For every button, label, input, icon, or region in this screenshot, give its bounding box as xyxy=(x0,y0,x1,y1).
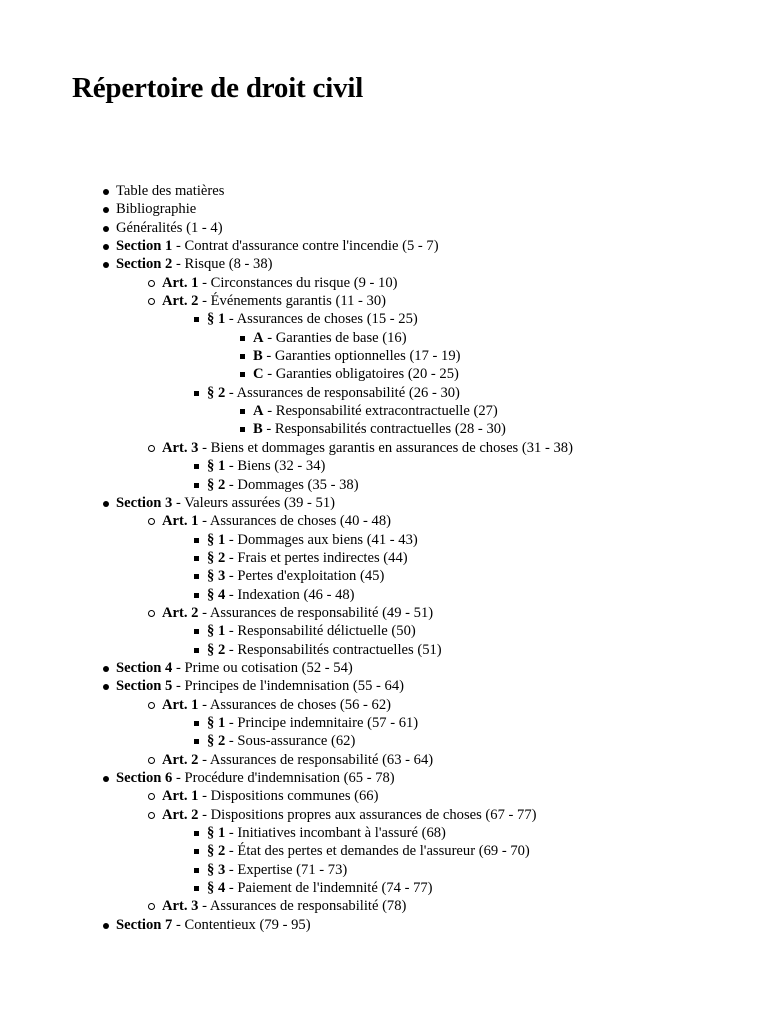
toc-item-text: - Sous-assurance (62) xyxy=(225,733,356,750)
toc-item-text: - Contrat d'assurance contre l'incendie (5 - 7) xyxy=(172,238,439,255)
toc-item-text: - Contentieux (79 - 95) xyxy=(172,916,311,933)
toc-item-text: - Principes de l'indemnisation (55 - 64) xyxy=(172,678,404,695)
toc-item-label: Art. 1 xyxy=(162,788,199,805)
toc-item-label: § 1 xyxy=(207,714,226,731)
toc-item-text: - Paiement de l'indemnité (74 - 77) xyxy=(225,880,433,897)
page-title: Répertoire de droit civil xyxy=(72,72,364,104)
toc-item-text: - Garanties obligatoires (20 - 25) xyxy=(263,366,459,383)
square-bullet-icon xyxy=(194,886,199,891)
toc-item[interactable] xyxy=(72,420,752,438)
toc-item-text: - Initiatives incombant à l'assuré (68) xyxy=(225,825,446,842)
square-bullet-icon xyxy=(240,354,245,359)
toc-item[interactable] xyxy=(72,659,752,677)
toc-item-label: § 1 xyxy=(207,311,226,328)
toc-item[interactable] xyxy=(72,696,752,714)
toc-item-label: § 2 xyxy=(207,641,226,658)
toc-item-label: § 1 xyxy=(207,825,226,842)
toc-item-label: § 3 xyxy=(207,568,226,585)
toc-item[interactable] xyxy=(72,622,752,640)
toc-item[interactable] xyxy=(72,384,752,402)
toc-item-text: - Responsabilités contractuelles (51) xyxy=(225,641,442,658)
toc-item-label: Section 5 xyxy=(116,678,173,695)
toc-item-label: Art. 2 xyxy=(162,604,199,621)
square-bullet-icon xyxy=(194,391,199,396)
toc-item[interactable] xyxy=(72,732,752,750)
toc-item[interactable] xyxy=(72,531,752,549)
toc-item-label: Section 7 xyxy=(116,916,173,933)
disc-bullet-icon xyxy=(103,189,109,195)
disc-bullet-icon xyxy=(103,684,109,690)
square-bullet-icon xyxy=(194,739,199,744)
toc-item-text: Table des matières xyxy=(116,183,225,199)
toc-item-label: B xyxy=(253,348,263,365)
toc-item-text: - Assurances de responsabilité (63 - 64) xyxy=(198,751,434,768)
toc-item[interactable] xyxy=(72,255,752,273)
toc-item[interactable] xyxy=(72,861,752,879)
toc-item-text: - Assurances de responsabilité (49 - 51) xyxy=(198,604,434,621)
toc-item[interactable] xyxy=(72,549,752,567)
circle-bullet-icon xyxy=(148,702,155,709)
toc-item-label: Section 1 xyxy=(116,238,173,255)
toc-item-text: Bibliographie xyxy=(116,201,197,218)
toc-item[interactable] xyxy=(72,200,752,218)
toc-item[interactable] xyxy=(72,512,752,530)
table-of-contents xyxy=(72,182,752,934)
toc-item-label: § 2 xyxy=(207,549,226,566)
circle-bullet-icon xyxy=(148,903,155,910)
toc-item-text: - Valeurs assurées (39 - 51) xyxy=(172,494,336,511)
circle-bullet-icon xyxy=(148,445,155,452)
toc-item-text: Généralités (1 - 4) xyxy=(116,219,223,236)
toc-item-text: - Assurances de responsabilité (26 - 30) xyxy=(225,384,460,401)
circle-bullet-icon xyxy=(148,757,155,764)
toc-item[interactable] xyxy=(72,769,752,787)
toc-item[interactable] xyxy=(72,494,752,512)
toc-item-label: C xyxy=(253,366,264,383)
toc-item-text: - Garanties optionnelles (17 - 19) xyxy=(262,348,461,365)
toc-item-text: - Assurances de choses (40 - 48) xyxy=(198,513,391,530)
toc-item-label: § 1 xyxy=(207,623,226,640)
circle-bullet-icon xyxy=(148,812,155,819)
toc-item[interactable] xyxy=(72,641,752,659)
toc-item-label: Art. 1 xyxy=(162,274,199,291)
toc-item-label: Art. 3 xyxy=(162,439,199,456)
disc-bullet-icon xyxy=(103,776,109,782)
circle-bullet-icon xyxy=(148,610,155,617)
toc-item-text: - Garanties de base (16) xyxy=(263,329,407,346)
square-bullet-icon xyxy=(194,831,199,836)
toc-item-label: Section 2 xyxy=(116,256,173,273)
toc-item[interactable] xyxy=(72,310,752,328)
toc-item[interactable] xyxy=(72,347,752,365)
toc-item-text: - Responsabilités contractuelles (28 - 30) xyxy=(262,421,506,438)
toc-item-text: - Frais et pertes indirectes (44) xyxy=(225,549,408,566)
toc-item-label: Art. 1 xyxy=(162,696,199,713)
toc-item-label: § 2 xyxy=(207,476,226,493)
toc-item[interactable] xyxy=(72,677,752,695)
square-bullet-icon xyxy=(194,648,199,653)
toc-item[interactable] xyxy=(72,365,752,383)
toc-item[interactable] xyxy=(72,439,752,457)
toc-item[interactable] xyxy=(72,274,752,292)
toc-item[interactable] xyxy=(72,806,752,824)
toc-item-text: - Assurances de responsabilité (78) xyxy=(198,898,407,915)
toc-item[interactable] xyxy=(72,751,752,769)
toc-item-text: - Dommages (35 - 38) xyxy=(225,476,359,493)
toc-item[interactable] xyxy=(72,824,752,842)
disc-bullet-icon xyxy=(103,262,109,268)
disc-bullet-icon xyxy=(103,207,109,213)
toc-item[interactable] xyxy=(72,567,752,585)
square-bullet-icon xyxy=(240,372,245,377)
square-bullet-icon xyxy=(240,409,245,414)
square-bullet-icon xyxy=(240,427,245,432)
circle-bullet-icon xyxy=(148,298,155,305)
square-bullet-icon xyxy=(194,629,199,634)
toc-item-label: § 1 xyxy=(207,458,226,475)
toc-item-text: - Prime ou cotisation (52 - 54) xyxy=(172,659,353,676)
toc-item-label: Art. 3 xyxy=(162,898,199,915)
toc-item-label: § 4 xyxy=(207,586,226,603)
square-bullet-icon xyxy=(194,721,199,726)
toc-item-label: Section 6 xyxy=(116,770,173,786)
square-bullet-icon xyxy=(194,556,199,561)
toc-item[interactable] xyxy=(72,219,752,237)
square-bullet-icon xyxy=(194,593,199,598)
toc-item[interactable] xyxy=(72,329,752,347)
toc-item-text: - Biens et dommages garantis en assurances de choses (31 - 38) xyxy=(198,439,573,456)
circle-bullet-icon xyxy=(148,793,155,800)
disc-bullet-icon xyxy=(103,226,109,232)
square-bullet-icon xyxy=(194,483,199,488)
toc-item-label: § 2 xyxy=(207,733,226,750)
toc-item[interactable] xyxy=(72,842,752,860)
toc-item[interactable] xyxy=(72,586,752,604)
toc-item-text: - Pertes d'exploitation (45) xyxy=(225,568,385,585)
disc-bullet-icon xyxy=(103,666,109,672)
toc-item-label: § 2 xyxy=(207,384,226,401)
toc-item-label: Section 3 xyxy=(116,494,173,511)
toc-item-text: - Dispositions communes (66) xyxy=(198,788,379,805)
toc-item-text: - État des pertes et demandes de l'assureur (69 - 70) xyxy=(225,843,530,860)
toc-item-text: - Responsabilité délictuelle (50) xyxy=(225,623,416,640)
square-bullet-icon xyxy=(194,849,199,854)
toc-item-text: - Indexation (46 - 48) xyxy=(225,586,355,603)
toc-item-label: Art. 1 xyxy=(162,513,199,530)
square-bullet-icon xyxy=(240,336,245,341)
toc-item-label: Art. 2 xyxy=(162,806,199,823)
toc-item-label: Section 4 xyxy=(116,659,173,676)
toc-item-text: - Procédure d'indemnisation (65 - 78) xyxy=(172,770,395,786)
toc-item-label: § 1 xyxy=(207,531,226,548)
circle-bullet-icon xyxy=(148,518,155,525)
toc-item-text: - Risque (8 - 38) xyxy=(172,256,273,273)
toc-item-label: Art. 2 xyxy=(162,751,199,768)
toc-item[interactable] xyxy=(72,476,752,494)
toc-item-text: - Événements garantis (11 - 30) xyxy=(198,293,386,310)
toc-item-label: Art. 2 xyxy=(162,293,199,310)
toc-item-label: A xyxy=(253,403,264,420)
toc-item-label: § 3 xyxy=(207,861,226,878)
toc-item[interactable] xyxy=(72,457,752,475)
toc-item-label: § 4 xyxy=(207,880,226,897)
toc-item-text: - Expertise (71 - 73) xyxy=(225,861,348,878)
toc-item-text: - Biens (32 - 34) xyxy=(225,458,326,475)
toc-item-text: - Responsabilité extracontractuelle (27) xyxy=(263,403,498,420)
toc-item[interactable] xyxy=(72,402,752,420)
toc-item-text: - Assurances de choses (15 - 25) xyxy=(225,311,418,328)
toc-item[interactable] xyxy=(72,604,752,622)
toc-item[interactable] xyxy=(72,879,752,897)
square-bullet-icon xyxy=(194,538,199,543)
toc-item[interactable] xyxy=(72,182,752,200)
toc-item[interactable] xyxy=(72,897,752,915)
disc-bullet-icon xyxy=(103,501,109,507)
toc-item[interactable] xyxy=(72,237,752,255)
toc-item-text: - Circonstances du risque (9 - 10) xyxy=(198,274,398,291)
square-bullet-icon xyxy=(194,464,199,469)
square-bullet-icon xyxy=(194,317,199,322)
toc-item-label: § 2 xyxy=(207,843,226,860)
toc-item[interactable] xyxy=(72,787,752,805)
square-bullet-icon xyxy=(194,868,199,873)
toc-item-text: - Dispositions propres aux assurances de choses (67 - 77) xyxy=(198,806,537,823)
toc-item[interactable] xyxy=(72,916,752,934)
disc-bullet-icon xyxy=(103,244,109,250)
disc-bullet-icon xyxy=(103,923,109,929)
toc-item-label: A xyxy=(253,329,264,346)
toc-item-label: B xyxy=(253,421,263,438)
toc-item-text: - Principe indemnitaire (57 - 61) xyxy=(225,714,419,731)
toc-item[interactable] xyxy=(72,292,752,310)
toc-item-text: - Assurances de choses (56 - 62) xyxy=(198,696,391,713)
circle-bullet-icon xyxy=(148,280,155,287)
square-bullet-icon xyxy=(194,574,199,579)
toc-item-text: - Dommages aux biens (41 - 43) xyxy=(225,531,418,548)
toc-item[interactable] xyxy=(72,714,752,732)
